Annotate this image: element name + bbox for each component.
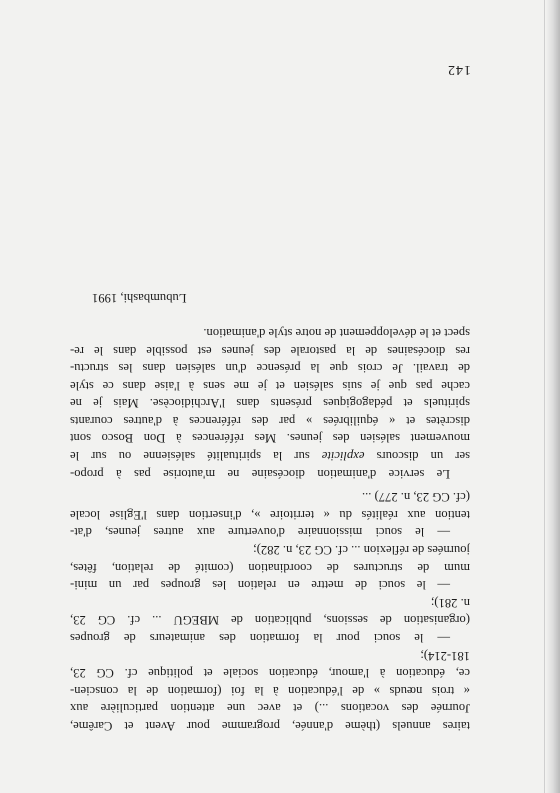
text-line: res diocésaines de la pastorale des jeunes est possible dans le re- [70, 343, 470, 358]
page-number: 142 [447, 62, 471, 77]
text-line: — le souci de mettre en relation les groupes par un mini- [70, 578, 450, 593]
list-item-relation [70, 540, 470, 593]
closing-paragraph [70, 323, 470, 481]
text-line: Le service d'animation diocésaine ne m'autorise pas à propo- [70, 466, 450, 481]
text-line: ce, éducation à l'amour, éducation sociale et politique cf. CG 23, [70, 666, 470, 681]
list-item-missionnaire [70, 488, 470, 541]
text-line: ser un discours explicite sur la spiritualité salésienne ou sur le [70, 449, 470, 464]
text-line: Journée des vocations ...) et avec une attention particulière aux [70, 701, 470, 716]
text-line: n. 281); [430, 595, 470, 610]
text-line: spirituels et pédagogiques présents dans l'Archidiocèse. Mais je ne [70, 396, 470, 411]
text-line: 181-214); [420, 648, 470, 663]
place-date: Lubumbashi, 1991 [92, 290, 187, 305]
text-line: mum de structures de coordination (comité de relation, fêtes, [70, 560, 470, 575]
text-line: discrètes et « équilibrées » par des références à d'autres courants [70, 413, 470, 428]
text-line: journées de réflexion ... cf. CG 23, n. 282); [253, 543, 470, 558]
text-line: (cf. CG 23, n. 277) ... [361, 490, 470, 505]
text-line: « trois nœuds » de l'éducation à la foi (formation de la conscien- [70, 683, 470, 698]
page-edge-line [544, 0, 545, 793]
text-line: de travail. Je crois que la présence d'un salésien dans les structu- [70, 361, 470, 376]
continuation-paragraph [70, 646, 470, 734]
text-line: — le souci pour la formation des animateurs de groupes [70, 631, 450, 646]
text-line: — le souci missionnaire d'ouverture aux autres jeunes, d'at- [70, 525, 450, 540]
text-line: mouvement salésien des jeunes. Mes références à Don Bosco sont [70, 431, 470, 446]
text-line: taires annuels (thème d'année, programme pour Avent et Carême, [70, 719, 470, 733]
text-line: spect et le développement de notre style d'animation. [203, 325, 470, 340]
emphasis-text: explicite [321, 449, 365, 464]
text-line: (organisation de sessions, publication de MBEGU ... cf. CG 23, [70, 613, 470, 628]
text-line: cache pas que je suis salésien et je me sens à l'aise dans ce style [70, 378, 470, 393]
page-body [70, 288, 470, 738]
list-item-formation [70, 593, 470, 646]
text-line: tention aux réalités du « territoire », d'insertion dans l'Eglise locale [70, 507, 470, 522]
page-edge-shadow [546, 0, 560, 793]
